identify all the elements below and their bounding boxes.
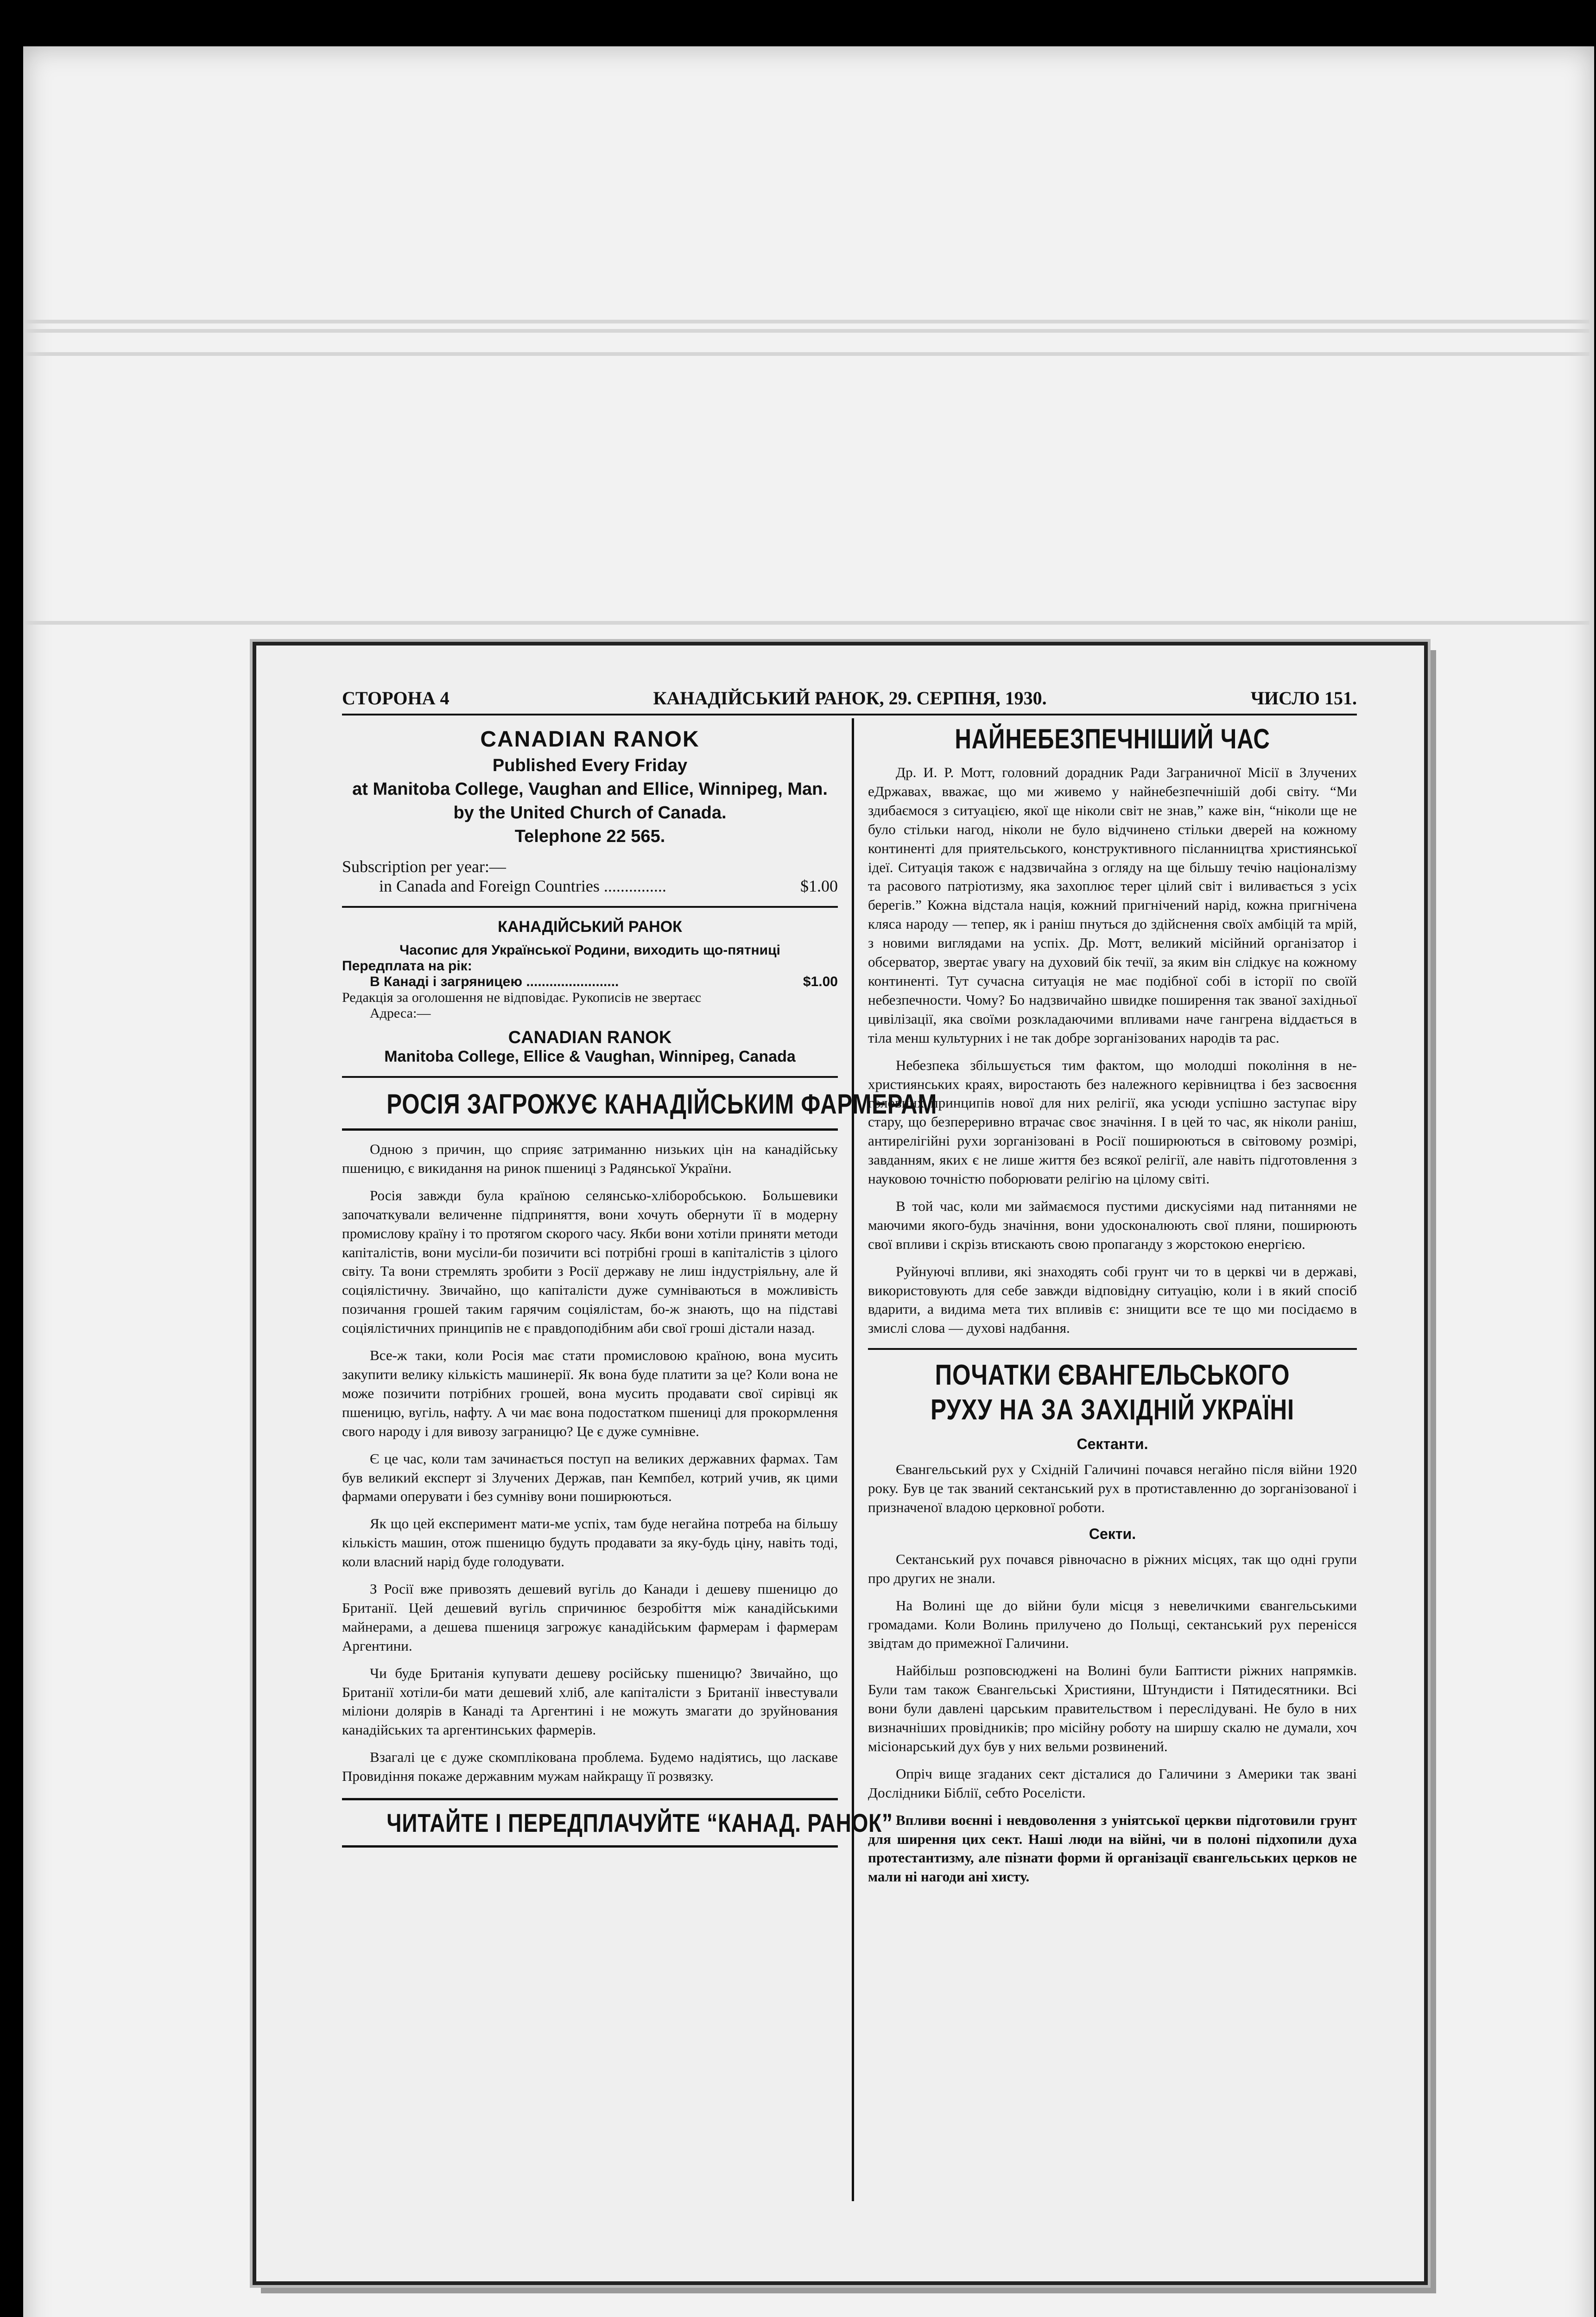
issue-number: ЧИСЛО 151. bbox=[1250, 688, 1357, 709]
article-paragraph: Взагалі це є дуже скомплікована проблема. Будемо надіятись, що ласкаве Провидіння покаже державним мужам найкращу її розвязку. bbox=[342, 1749, 838, 1785]
subscription-item: in Canada and Foreign Countries ............... bbox=[379, 877, 666, 895]
article-paragraph: Найбільш розповсюджені на Волині були Баптисти ріжних напрямків. Були там також Євангельські Християни, Штундисти і Пятидесятники. Всі вони були давлені царським правительством і переслідувані. Не було в них визначніших провідників; про місійну роботу на ширшу скалю не думали, хоч місіонарський дух був у них вельми розвинений. bbox=[868, 1662, 1357, 1754]
article-paragraph: Др. И. Р. Мотт, головний дорадник Ради Заграничної Місії в Злучених еДржавах, вважає, що ми живемо у найнебезпечнішій добі світу. “Ми здибаємося з ситуацією, якої ще ніколи світ не знав,” каже він, “ніколи ще не було стільки нагод, ніколи не було відчинено стільки дверей на кожному континенті для приятельського, конструктивного післанництва християнської ідеї. Ситуація також є надзвичайна з огляду на ще більшу течію націоналізму та расового патріотизму, яка захоплює теper цілий світ і виливається з усіх берегів.” Кожна відсталa нація, кожний пригнічений нарід, кожна пригнічена кляса народу — тепер, як і раніш пнуться до здійснення своїх амбіцій та мрій, з новими виглядами на успіх. Др. Мотт, великий місійний організатор і обсерватор, звертає увагу на духовий бік течії, за яким він слідкує на кожному континенті. Тут сучасна ситуація не має подібної собі в історії по своїй небезпечности. Чому? Бо надзвичайно швидке поширення так званої західньої цивілізації, яка своїми розкладаючими впливами наче гангрена віддається в тіла менш культурних і не так добре зорганізованих народів та рас. bbox=[868, 764, 1357, 1046]
address-title: CANADIAN RANOK bbox=[508, 1028, 672, 1047]
article-paragraph: Чи буде Британія купувати дешеву російську пшеницю? Звичайно, що Британії хотіли-би мати дешевий хліб, але капіталісти з Британії інвестували міліони долярів в Канаді та Аргентині і не можуть змагати до зруйнования канадійських та аргентинських фармерів. bbox=[342, 1665, 838, 1738]
ua-masthead-line: Редакція за оголошення не відповідає. Рукописів не звертаєс bbox=[342, 990, 702, 1005]
film-scratch-line bbox=[23, 352, 1590, 356]
section-subhead: Сектанти. bbox=[1077, 1436, 1148, 1453]
film-scratch-line bbox=[23, 329, 1590, 333]
subscription-label: Subscription per year:— bbox=[342, 857, 506, 876]
article-paragraph: Небезпека збільшується тим фактом, що молодші покоління в не-християнських краях, виростають без належного керівництва і без засвоєння головних принципів нової для них релігії, яка усюди успішно заступає віру стару, що безпереривно втрачає своє значіння. І в цей то час, як ніколи раніш, антирелігійні рухи зорганізовані в Росії поширюються в світовому розмірі, завданням, яких є не лише життя без всякої релігії, але навіть підготовлення з науковою точністю поборювати релігію на цілому світі. bbox=[868, 1057, 1357, 1187]
article-paragraph: Одною з причин, що сприяє затриманню низьких цін на канадійську пшеницю, є викидання на ринок пшениці з Радянської України. bbox=[342, 1141, 838, 1176]
article-paragraph: Руйнуючі впливи, які знаходять собі грунт чи то в церкві чи в державі, використовують для себе завжди відповідну ситуацію, коли і в який спосіб вдарити, а видима мета тих впливів є: знищити все те що ми посідаємо в змислі слова — духові надбання. bbox=[868, 1263, 1357, 1336]
article-headline: ПОЧАТКИ ЄВАНГЕЛЬСЬКОГО РУХУ НА ЗА ЗАХІДНІЙ УКРАЇНІ bbox=[931, 1359, 1294, 1426]
section-subhead: Секти. bbox=[1089, 1525, 1136, 1542]
article-paragraph: Все-ж таки, коли Росія має стати промисловою країною, вона мусить закупити велику кількість машинерії. Як вона буде платити за це? Коли вона не може позичити потрібних грошей, вона мусить продавати свої сирівці як пшеницю, вугіль, нафту. А чи має вона подостатком пшениці для прокормлення свого народу і для вивозу заграницю? Це є дуже сумнівне. bbox=[342, 1347, 838, 1439]
page-content bbox=[342, 687, 1357, 2254]
ua-masthead-line: Часопис для Української Родини, виходить що-пятниці bbox=[399, 943, 780, 958]
english-masthead bbox=[342, 727, 838, 847]
article-paragraph: Євангельський рух у Східній Галичині почався негайно після війни 1920 року. Був це так званий сектанський рух в протиставленню до зорганізованої і призначеної владою церковної роботи. bbox=[868, 1461, 1357, 1515]
page-number: СТОРОНА 4 bbox=[342, 688, 450, 709]
masthead-line: by the United Church of Canada. bbox=[453, 803, 727, 823]
newspaper-page bbox=[253, 642, 1428, 2285]
divider bbox=[342, 1076, 838, 1078]
ua-subscription-price: $1.00 bbox=[803, 974, 838, 989]
article-paragraph: В той час, коли ми займаємося пустими дискусіями над питаннями не маючими якого-будь значіння, вони удосконалюють свої пляни, поширюють свої впливи і скрізь втискають свою пропаганду з жорстокою енергією. bbox=[868, 1197, 1357, 1252]
article-body bbox=[342, 1140, 838, 1786]
banner-text: ЧИТАЙТЕ І ПЕРЕДПЛАЧУЙТЕ “КАНАД. РАНОК” bbox=[386, 1808, 893, 1838]
subscription-price: $1.00 bbox=[800, 877, 838, 895]
left-column bbox=[342, 718, 937, 2201]
article-paragraph: Сектанський рух почався рівночасно в ріжних місцях, так що одні групи про других не знали. bbox=[868, 1551, 1357, 1586]
right-column bbox=[854, 718, 1357, 2201]
ua-masthead-title: КАНАДІЙСЬКИЙ РАНОК bbox=[498, 918, 682, 936]
article-paragraph: Як що цей експеримент мати-ме успіх, там буде негайна потреба на більшу кількість машин, отож пшеницю будуть продавати за яку-будь ціну, навіть тоді, коли власний нарід буде голодувати. bbox=[342, 1515, 838, 1570]
subscription-block bbox=[342, 857, 838, 896]
article-paragraph: З Росії вже привозять дешевий вугіль до Канади і дешеву пшеницю до Британії. Цей дешевий вугіль спричинює безробіття між канадійськими майнерами, а дешева пшениця загрожує канадійським фармерам і фармерам Аргентини. bbox=[342, 1581, 838, 1654]
article-paragraph: Росія завжди була країною селянсько-хліборобською. Большевики започаткували величенне підприняття, вони хочуть обернути її в модерну промислову країну і то протягом скорого часу. Якби вони хотіли приняти методи капіталістів, вони мусіли-би позичити всі потрібні гроші в капіталістів з цілого світу. Та вони стремлять зробити з Росії державу не лиш індустріяльну, але й соціялістичну. Звичайно, що капіталісти дуже сумніваються в можливість позичання грошей таким гарячим соціялістам, бо-ж знають, що на підставі соціялістичних принципів не є правдоподібним аби свої гроші дістали назад. bbox=[342, 1187, 838, 1336]
masthead-line: at Manitoba College, Vaughan and Ellice, Winnipeg, Man. bbox=[352, 779, 828, 799]
masthead-line: Published Every Friday bbox=[492, 756, 688, 775]
film-scratch-line bbox=[23, 320, 1590, 323]
ukrainian-masthead bbox=[342, 918, 838, 1066]
article-body bbox=[868, 763, 1357, 1338]
film-scratch-line bbox=[23, 621, 1590, 625]
article-headline: РОСІЯ ЗАГРОЖУЄ КАНАДІЙСЬКИМ ФАРМЕРАМ bbox=[386, 1089, 937, 1120]
divider bbox=[342, 906, 838, 908]
article-paragraph: Опріч вище згаданих сект дісталися до Галичини з Америки так звані Дослідники Біблії, себто Роселісти. bbox=[868, 1765, 1357, 1801]
article-paragraph: Впливи воєнні і невдоволення з уніятської церкви підготовили грунт для ширення цих сект. Наші люди на війні, чи в полоні підхопили духа протестантизму, але пізнати форми й організації євангельських церков не мали ні нагоди ані хисту. bbox=[868, 1811, 1357, 1885]
article-headline: НАЙНЕБЕЗПЕЧНІШИЙ ЧАС bbox=[955, 723, 1270, 754]
ua-masthead-line: Передплата на рік: bbox=[342, 958, 472, 974]
address-line: Manitoba College, Ellice & Vaughan, Winnipeg, Canada bbox=[384, 1048, 796, 1065]
masthead-line: Telephone 22 565. bbox=[514, 827, 665, 846]
divider bbox=[868, 1348, 1357, 1350]
paper-date-line: КАНАДІЙСЬКИЙ РАНОК, 29. СЕРПНЯ, 1930. bbox=[653, 688, 1047, 709]
article-paragraph: На Волині ще до війни були місця з невеличкими євангельськими громадами. Коли Волинь прилучено до Польщі, сектанський рух перенісся звідтам до примежної Галичини. bbox=[868, 1597, 1357, 1652]
page-header bbox=[342, 687, 1357, 715]
ua-masthead-line: Адреса:— bbox=[370, 1006, 431, 1021]
masthead-title: CANADIAN RANOK bbox=[480, 727, 700, 752]
ua-subscription-item: В Канаді і загряницею ........................ bbox=[370, 974, 619, 989]
subscribe-banner bbox=[342, 1798, 893, 1848]
article-paragraph: Є це час, коли там зачинається поступ на великих державних фармах. Там був великий експерт зі Злучених Держав, пан Кемпбел, котрий учив, як цими фармами оперувати і без сумніву вони поширюються. bbox=[342, 1450, 838, 1505]
